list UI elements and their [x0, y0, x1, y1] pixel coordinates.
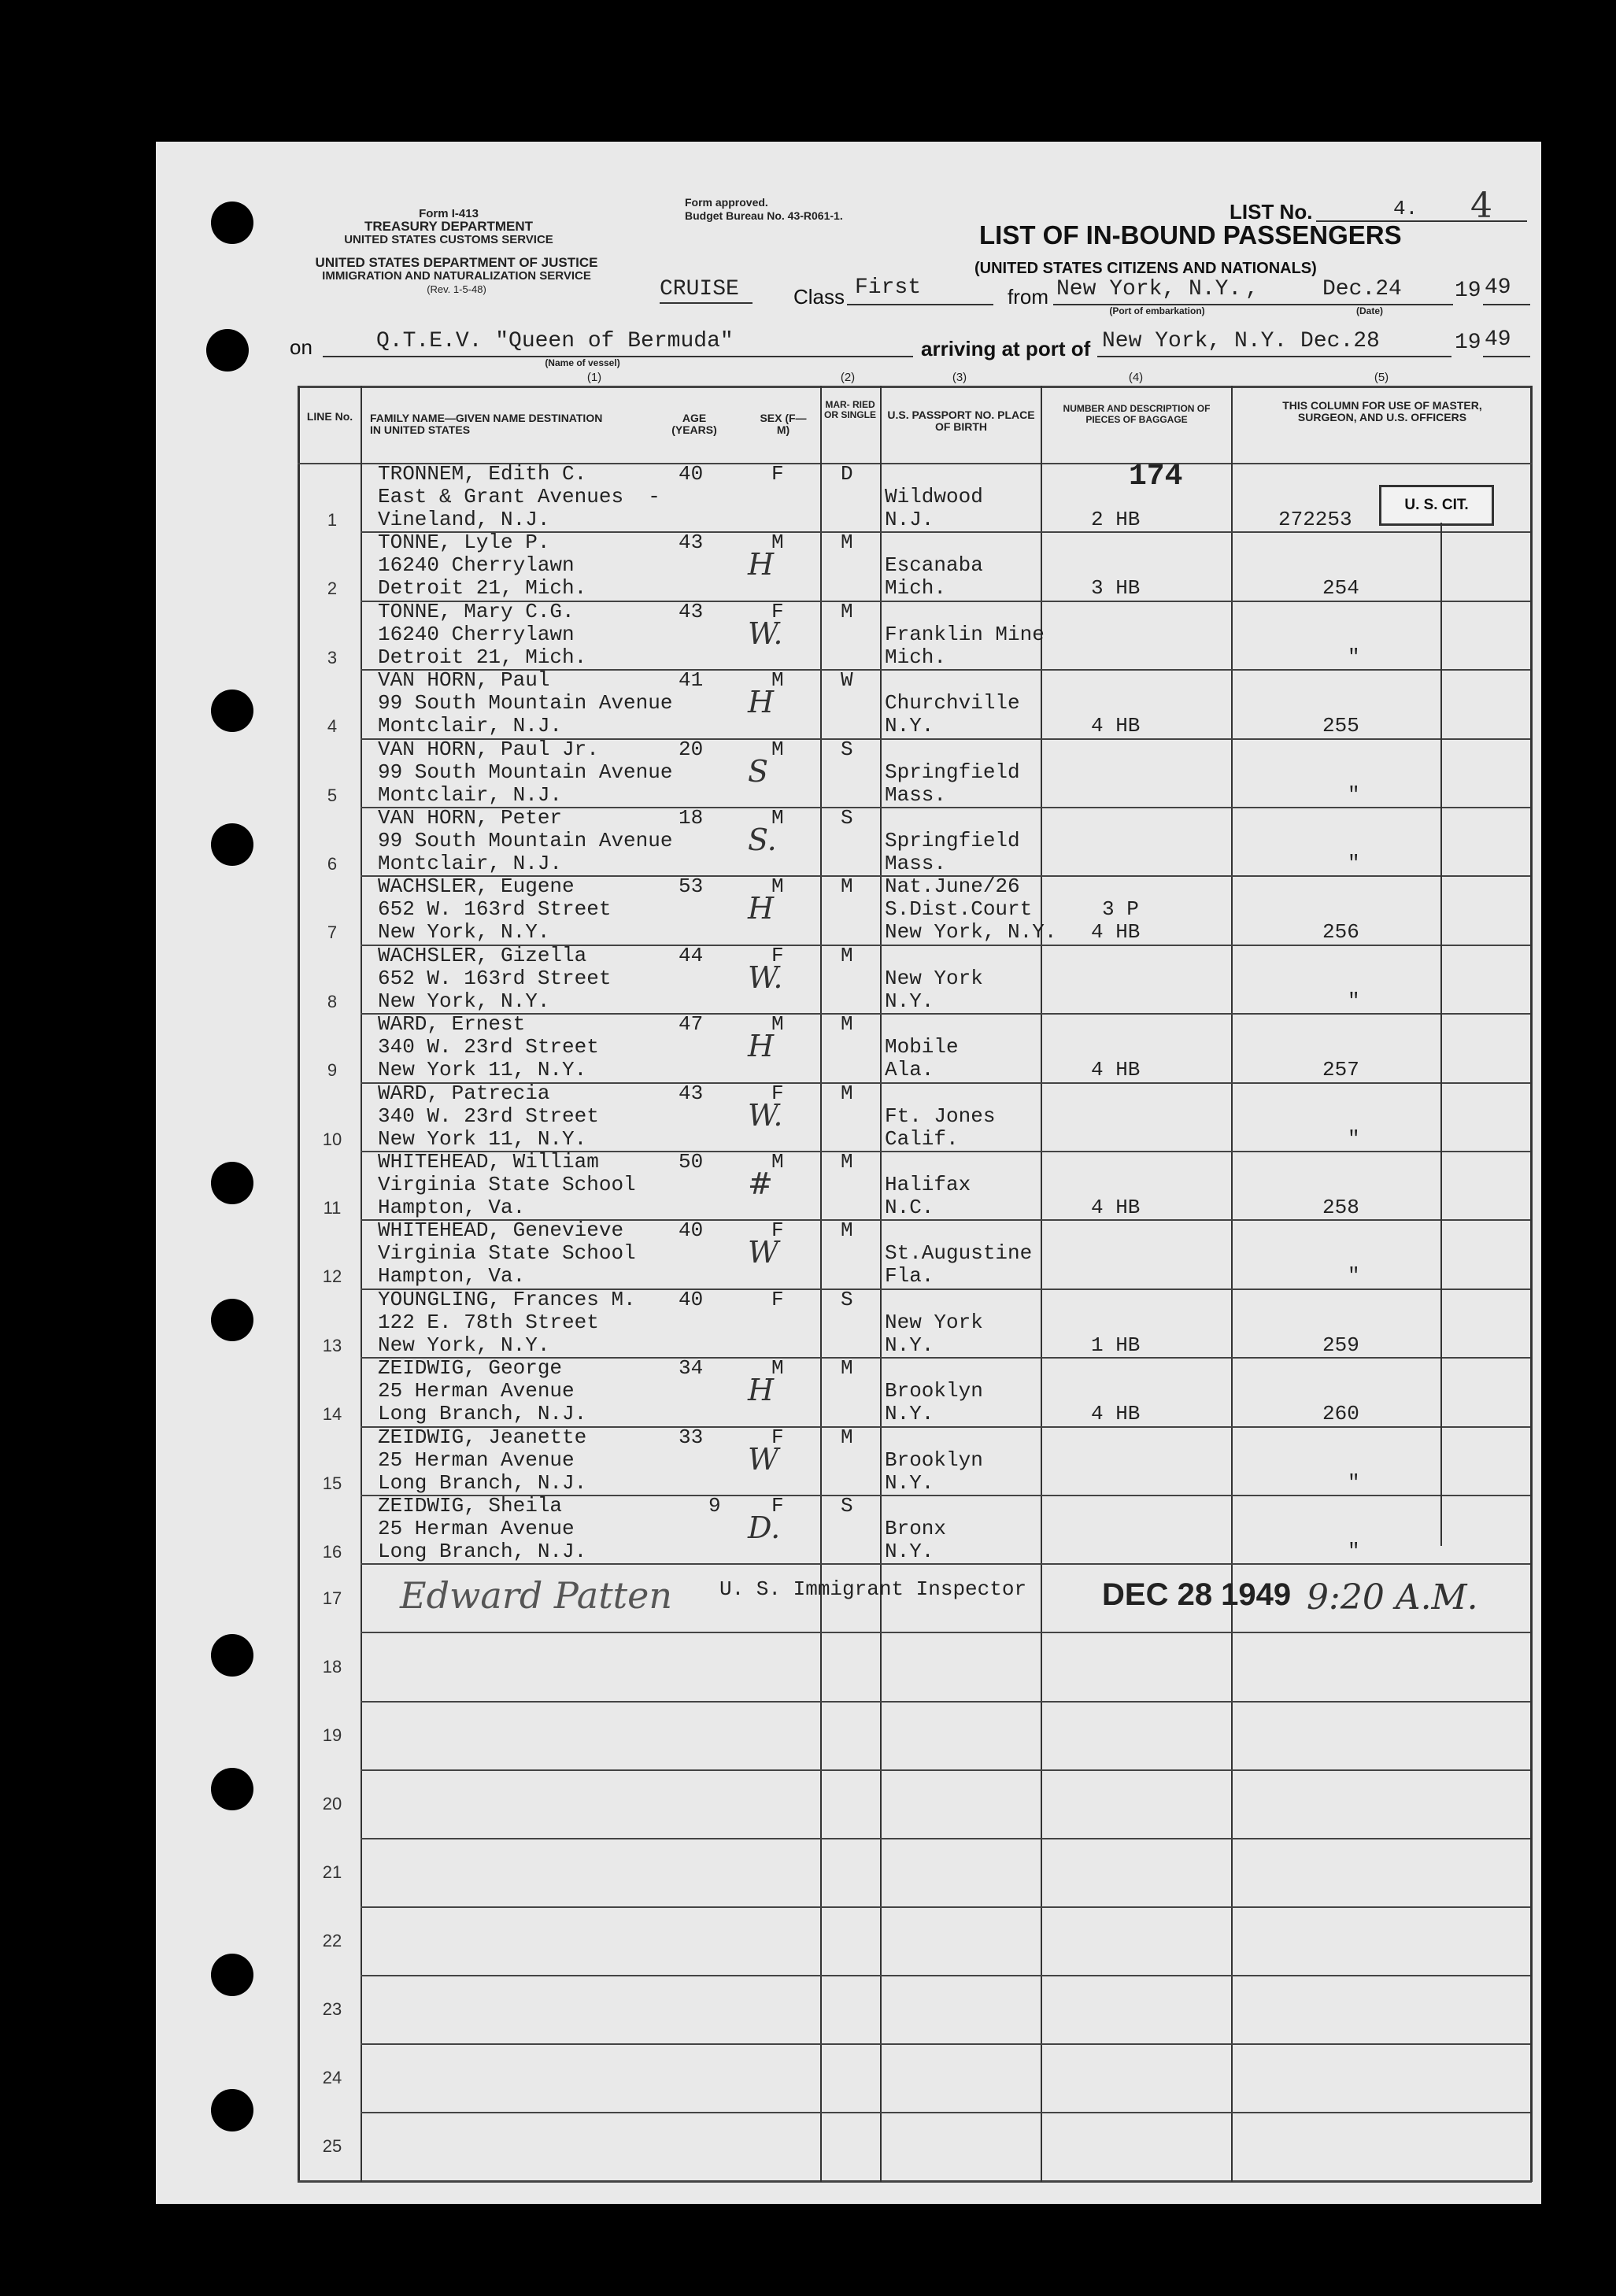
- dept-immigration: IMMIGRATION AND NATURALIZATION SERVICE: [322, 269, 591, 283]
- passenger-age: 50: [679, 1150, 704, 1174]
- passenger-address: 16240 Cherrylawn: [378, 622, 575, 646]
- passenger-marital: S: [841, 737, 853, 761]
- year-2: 49: [1485, 327, 1511, 352]
- passenger-city: New York, N.Y.: [378, 920, 550, 945]
- birth-place-line2: N.Y.: [885, 1470, 934, 1495]
- passenger-name: WHITEHEAD, Genevieve: [378, 1218, 624, 1243]
- punch-hole: [211, 2089, 253, 2131]
- birth-place-line1: Wildwood: [885, 485, 983, 508]
- line-number: 13: [322, 1335, 342, 1355]
- passenger-marital: M: [841, 1356, 853, 1381]
- officer-entry: ": [1348, 1470, 1360, 1495]
- officer-entry: 260: [1322, 1402, 1359, 1426]
- passenger-age: 9: [708, 1494, 721, 1518]
- passenger-city: Long Branch, N.J.: [378, 1402, 587, 1426]
- from-label: from: [1008, 285, 1048, 309]
- year-1: 49: [1485, 275, 1511, 300]
- birth-place-line1: Mobile: [885, 1035, 959, 1059]
- birth-place-line2: Fla.: [885, 1264, 934, 1288]
- passenger-sex: M: [771, 737, 784, 761]
- passenger-sex: F: [771, 1425, 784, 1449]
- header-baggage: NUMBER AND DESCRIPTION OF PIECES OF BAGGAGE: [1063, 403, 1211, 425]
- dept-customs: UNITED STATES CUSTOMS SERVICE: [344, 233, 553, 246]
- passenger-age: 43: [679, 599, 704, 623]
- line-number: 19: [322, 1725, 342, 1746]
- passenger-sex: F: [771, 1287, 784, 1311]
- passenger-marital: S: [841, 1494, 853, 1518]
- passenger-marital: M: [841, 1081, 853, 1105]
- line-number: 21: [322, 1862, 342, 1883]
- passenger-age: 43: [679, 1081, 704, 1105]
- handwritten-mark: W: [748, 1441, 779, 1477]
- passenger-address: 652 W. 163rd Street: [378, 897, 612, 922]
- handwritten-mark: S: [748, 753, 769, 789]
- list-no-handwritten: 4: [1470, 186, 1492, 226]
- class-line: [847, 304, 993, 305]
- birth-place-line2: N.Y.: [885, 1402, 934, 1426]
- year-prefix-2: 19: [1455, 331, 1481, 355]
- passenger-city: New York 11, N.Y.: [378, 1058, 587, 1082]
- passenger-sex: F: [771, 462, 784, 486]
- handwritten-mark: H: [748, 1029, 775, 1064]
- header-sex: SEX (F—M): [760, 412, 807, 436]
- passenger-city: Hampton, Va.: [378, 1264, 526, 1288]
- passenger-city: Hampton, Va.: [378, 1196, 526, 1219]
- line-number: 22: [322, 1931, 342, 1951]
- passenger-city: Long Branch, N.J.: [378, 1470, 587, 1495]
- line-number: 4: [327, 716, 338, 737]
- col-num-5: (5): [1374, 371, 1389, 384]
- budget-bureau: Budget Bureau No. 43-R061-1.: [685, 209, 843, 222]
- passenger-address: 25 Herman Avenue: [378, 1447, 575, 1472]
- passenger-age: 53: [679, 874, 704, 899]
- col-line: [1231, 386, 1233, 2182]
- punch-hole: [211, 823, 253, 866]
- from-comma: ,: [1245, 277, 1259, 301]
- passenger-address: 340 W. 23rd Street: [378, 1104, 599, 1128]
- passenger-address: 99 South Mountain Avenue: [378, 691, 673, 715]
- handwritten-mark: W.: [748, 1097, 783, 1133]
- port-embarkation-label: (Port of embarkation): [1109, 305, 1205, 316]
- header-married: MAR- RIED OR SINGLE: [823, 399, 876, 420]
- birth-place-line1: New York: [885, 966, 983, 990]
- passenger-sex: M: [771, 874, 784, 899]
- col-num-1: (1): [586, 371, 602, 384]
- line-number: 9: [327, 1060, 338, 1081]
- officer-entry: ": [1348, 645, 1360, 669]
- col-line: [361, 386, 362, 2182]
- line-number: 20: [322, 1794, 342, 1814]
- class-value: First: [855, 275, 922, 300]
- passenger-city: New York, N.Y.: [378, 989, 550, 1013]
- year-prefix-1: 19: [1455, 279, 1481, 303]
- line-number: 12: [322, 1266, 342, 1287]
- col-num-4: (4): [1128, 371, 1144, 384]
- passenger-name: ZEIDWIG, Jeanette: [378, 1425, 587, 1449]
- passenger-name: ZEIDWIG, Sheila: [378, 1494, 563, 1518]
- line-number: 2: [327, 579, 338, 599]
- passenger-city: New York 11, N.Y.: [378, 1126, 587, 1151]
- baggage: 4 HB: [1091, 1196, 1141, 1219]
- passenger-age: 41: [679, 668, 704, 693]
- passenger-address: 99 South Mountain Avenue: [378, 829, 673, 852]
- form-number: Form I-413: [419, 207, 479, 220]
- passenger-address: 25 Herman Avenue: [378, 1379, 575, 1403]
- passenger-sex: F: [771, 1494, 784, 1518]
- officer-entry: ": [1348, 989, 1360, 1013]
- date-label: (Date): [1355, 305, 1383, 316]
- header-officers: THIS COLUMN FOR USE OF MASTER, SURGEON, AND U.S. OFFICERS: [1282, 399, 1482, 423]
- passenger-name: WARD, Patrecia: [378, 1081, 550, 1105]
- vessel-name: Q.T.E.V. "Queen of Bermuda": [376, 329, 734, 353]
- passenger-age: 40: [679, 1218, 704, 1243]
- passenger-marital: M: [841, 1425, 853, 1449]
- passenger-name: WACHSLER, Eugene: [378, 874, 575, 899]
- dept-treasury: TREASURY DEPARTMENT: [364, 219, 534, 234]
- passenger-address: 340 W. 23rd Street: [378, 1035, 599, 1059]
- birth-place-line2: Ala.: [885, 1058, 934, 1082]
- officer-entry: ": [1348, 1540, 1360, 1563]
- passenger-marital: S: [841, 1287, 853, 1311]
- handwritten-mark: S.: [748, 823, 777, 857]
- handwritten-mark: H: [748, 1373, 775, 1408]
- officer-entry: 257: [1322, 1058, 1359, 1082]
- passenger-sex: M: [771, 668, 784, 693]
- birth-place-line2: N.Y.: [885, 714, 934, 738]
- line-number: 8: [327, 991, 338, 1011]
- birth-place-line1: Springfield: [885, 760, 1020, 784]
- col-line: [880, 386, 882, 2182]
- birth-place-line2: N.Y.: [885, 989, 934, 1013]
- row-separator: [361, 1563, 1530, 1565]
- cruise-label: CRUISE: [660, 277, 739, 301]
- passenger-city: Montclair, N.J.: [378, 782, 563, 807]
- inspector-title: U. S. Immigrant Inspector: [719, 1577, 1027, 1601]
- class-label: Class: [793, 285, 845, 309]
- table-top-border: [298, 386, 1532, 388]
- passenger-address: Virginia State School: [378, 1173, 636, 1196]
- passenger-age: 47: [679, 1012, 704, 1037]
- baggage: 4 HB: [1091, 714, 1141, 738]
- year-line-2: [1483, 356, 1530, 357]
- birth-place-line1: Brooklyn: [885, 1379, 983, 1403]
- officer-entry: ": [1348, 1126, 1360, 1151]
- row-separator: [361, 1769, 1530, 1771]
- row-separator: [361, 1701, 1530, 1703]
- row-separator: [361, 1013, 1530, 1015]
- col-num-3: (3): [952, 371, 967, 384]
- birth-place-line2: Mich.: [885, 576, 947, 601]
- year-line-1: [1483, 304, 1530, 305]
- table-left-border: [298, 386, 300, 2182]
- officer-entry: ": [1348, 782, 1360, 807]
- row-separator: [361, 2112, 1530, 2113]
- stamp-line: [1440, 523, 1442, 1546]
- passenger-name: ZEIDWIG, George: [378, 1356, 563, 1381]
- passenger-city: Vineland, N.J.: [378, 508, 550, 531]
- line-number: 14: [322, 1404, 342, 1425]
- row-separator: [361, 2043, 1530, 2045]
- passenger-sex: M: [771, 806, 784, 830]
- line-number: 10: [322, 1129, 342, 1149]
- line-number: 25: [322, 2136, 342, 2157]
- line-number: 11: [323, 1198, 342, 1218]
- stamp-number: 174: [1129, 460, 1183, 494]
- arriving-label: arriving at port of: [921, 337, 1091, 360]
- table-right-border: [1530, 386, 1533, 2182]
- line-number: 24: [322, 2068, 342, 2088]
- birth-place-line1: Halifax: [885, 1173, 971, 1196]
- passenger-address: 16240 Cherrylawn: [378, 553, 575, 578]
- from-port: New York, N.Y.: [1056, 277, 1242, 301]
- passenger-address: Virginia State School: [378, 1241, 636, 1266]
- arriving-value: New York, N.Y. Dec.28: [1102, 329, 1380, 353]
- passenger-sex: F: [771, 1218, 784, 1243]
- passenger-city: Montclair, N.J.: [378, 852, 563, 875]
- vessel-label: (Name of vessel): [545, 357, 620, 368]
- birth-place-line2: Mass.: [885, 782, 947, 807]
- us-citizen-stamp-text: U. S. CIT.: [1404, 497, 1469, 513]
- baggage-extra: 3 P: [1102, 897, 1139, 922]
- birth-place-line2: N.C.: [885, 1196, 934, 1219]
- form-title: LIST OF IN-BOUND PASSENGERS: [979, 220, 1402, 250]
- passenger-name: VAN HORN, Paul: [378, 668, 550, 693]
- passenger-age: 40: [679, 462, 704, 486]
- passenger-sex: M: [771, 1356, 784, 1381]
- line-number: 1: [327, 510, 338, 530]
- form-revision: (Rev. 1-5-48): [427, 283, 486, 295]
- punch-hole: [211, 1768, 253, 1810]
- passenger-address: 99 South Mountain Avenue: [378, 760, 673, 784]
- passenger-sex: F: [771, 599, 784, 623]
- birth-place-line2: Calif.: [885, 1126, 959, 1151]
- birth-place-line1: Springfield: [885, 829, 1020, 852]
- passenger-name: VAN HORN, Paul Jr.: [378, 737, 599, 761]
- arriving-line: [1097, 356, 1451, 357]
- passenger-sex: M: [771, 1012, 784, 1037]
- birth-place-line1: Ft. Jones: [885, 1104, 996, 1128]
- punch-hole: [211, 1299, 253, 1341]
- passenger-marital: M: [841, 1218, 853, 1243]
- header-name: FAMILY NAME—GIVEN NAME DESTINATION IN UNITED STATES: [370, 412, 603, 436]
- passenger-age: 18: [679, 806, 704, 830]
- birth-place-line1: Nat.June/26: [885, 874, 1020, 899]
- birth-place-line2: N.J.: [885, 508, 934, 531]
- cruise-underline: [660, 302, 753, 304]
- passenger-city: Detroit 21, Mich.: [378, 645, 587, 669]
- officer-entry: 256: [1322, 920, 1359, 945]
- header-age: AGE (YEARS): [671, 412, 717, 436]
- birth-place-line2: Mass.: [885, 852, 947, 875]
- on-label: on: [290, 335, 312, 359]
- officer-entry: ": [1348, 1264, 1360, 1288]
- birth-place-line1: Brooklyn: [885, 1447, 983, 1472]
- handwritten-mark: H: [748, 891, 775, 926]
- passenger-address: East & Grant Avenues -: [378, 485, 660, 508]
- passenger-sex: M: [771, 1150, 784, 1174]
- handwritten-mark: W.: [748, 959, 783, 995]
- form-subtitle: (UNITED STATES CITIZENS AND NATIONALS): [974, 260, 1317, 277]
- inspector-signature: Edward Patten: [400, 1574, 673, 1617]
- passenger-name: YOUNGLING, Frances M.: [378, 1287, 636, 1311]
- passenger-age: 43: [679, 531, 704, 555]
- baggage: 1 HB: [1091, 1333, 1141, 1357]
- passenger-marital: D: [841, 462, 853, 486]
- passenger-city: New York, N.Y.: [378, 1333, 550, 1357]
- line-number: 16: [322, 1542, 342, 1562]
- handwritten-mark: H: [748, 547, 775, 582]
- col-line: [820, 386, 822, 2182]
- baggage: 4 HB: [1091, 1058, 1141, 1082]
- baggage: 3 HB: [1091, 576, 1141, 601]
- passenger-name: VAN HORN, Peter: [378, 806, 563, 830]
- birth-place-line2: S.Dist.Court: [885, 897, 1033, 922]
- passenger-address: 25 Herman Avenue: [378, 1517, 575, 1540]
- passenger-marital: M: [841, 1012, 853, 1037]
- arrival-time: 9:20 A.M.: [1307, 1577, 1478, 1618]
- birth-place-line1: St.Augustine: [885, 1241, 1033, 1266]
- passenger-marital: M: [841, 1150, 853, 1174]
- punch-hole: [206, 329, 249, 372]
- header-line-no: LINE No.: [306, 410, 353, 423]
- form-approved: Form approved.: [685, 196, 768, 209]
- row-separator: [361, 1632, 1530, 1633]
- passenger-name: TONNE, Mary C.G.: [378, 599, 575, 623]
- birth-place-line3: New York, N.Y.: [885, 920, 1057, 945]
- passenger-marital: M: [841, 943, 853, 967]
- row-separator: [361, 1838, 1530, 1839]
- birth-place-line1: Escanaba: [885, 553, 983, 578]
- us-citizen-stamp: [1379, 485, 1494, 526]
- officer-entry: 272253: [1278, 508, 1352, 531]
- punch-hole: [211, 1954, 253, 1996]
- table-bottom-border: [298, 2180, 1532, 2183]
- birth-place-line1: Churchville: [885, 691, 1020, 715]
- passenger-marital: M: [841, 874, 853, 899]
- from-date: Dec.24: [1322, 277, 1402, 301]
- handwritten-mark: H: [748, 685, 775, 720]
- baggage: 2 HB: [1091, 508, 1141, 531]
- passenger-marital: M: [841, 599, 853, 623]
- baggage: 4 HB: [1091, 1402, 1141, 1426]
- birth-place-line1: New York: [885, 1310, 983, 1334]
- passenger-age: 33: [679, 1425, 704, 1449]
- col-line: [1041, 386, 1042, 2182]
- birth-place-line2: N.Y.: [885, 1540, 934, 1563]
- birth-place-line2: Mich.: [885, 645, 947, 669]
- passenger-name: TRONNEM, Edith C.: [378, 462, 587, 486]
- passenger-age: 34: [679, 1356, 704, 1381]
- officer-entry: 259: [1322, 1333, 1359, 1357]
- passenger-city: Long Branch, N.J.: [378, 1540, 587, 1563]
- passenger-sex: F: [771, 943, 784, 967]
- punch-hole: [211, 202, 253, 244]
- list-no-value: 4.: [1393, 197, 1418, 220]
- passenger-address: 652 W. 163rd Street: [378, 966, 612, 990]
- officer-entry: ": [1348, 852, 1360, 875]
- punch-hole: [211, 690, 253, 732]
- baggage: 4 HB: [1091, 920, 1141, 945]
- line-number: 6: [327, 854, 338, 874]
- line-number: 23: [322, 1999, 342, 2020]
- list-no-label: LIST No.: [1230, 200, 1313, 224]
- passenger-sex: F: [771, 1081, 784, 1105]
- handwritten-mark: W.: [748, 616, 783, 651]
- col-num-2: (2): [840, 371, 856, 384]
- handwritten-mark: W: [748, 1235, 779, 1270]
- arrival-date-stamp: DEC 28 1949: [1102, 1577, 1292, 1612]
- passenger-name: WACHSLER, Gizella: [378, 943, 587, 967]
- passenger-marital: W: [841, 668, 853, 693]
- birth-place-line1: Bronx: [885, 1517, 947, 1540]
- passenger-age: 20: [679, 737, 704, 761]
- line-number: 7: [327, 922, 338, 943]
- handwritten-mark: #: [748, 1166, 773, 1201]
- birth-place-line2: N.Y.: [885, 1333, 934, 1357]
- line-number: 18: [322, 1657, 342, 1677]
- passenger-city: Montclair, N.J.: [378, 714, 563, 738]
- passenger-marital: M: [841, 531, 853, 555]
- passenger-age: 44: [679, 943, 704, 967]
- officer-entry: 255: [1322, 714, 1359, 738]
- passenger-address: 122 E. 78th Street: [378, 1310, 599, 1334]
- officer-entry: 254: [1322, 576, 1359, 601]
- birth-place-line1: Franklin Mine: [885, 622, 1045, 646]
- passenger-name: WARD, Ernest: [378, 1012, 526, 1037]
- line-number: 17: [322, 1588, 342, 1608]
- punch-hole: [211, 1162, 253, 1204]
- passenger-sex: M: [771, 531, 784, 555]
- passenger-city: Detroit 21, Mich.: [378, 576, 587, 601]
- dept-justice: UNITED STATES DEPARTMENT OF JUSTICE: [315, 255, 598, 270]
- row-separator: [361, 1975, 1530, 1976]
- punch-hole: [211, 1634, 253, 1677]
- handwritten-mark: D.: [748, 1510, 781, 1545]
- header-passport: U.S. PASSPORT NO. PLACE OF BIRTH: [887, 409, 1035, 433]
- row-separator: [361, 1906, 1530, 1908]
- line-number: 15: [322, 1473, 342, 1493]
- passenger-marital: S: [841, 806, 853, 830]
- officer-entry: 258: [1322, 1196, 1359, 1219]
- line-number: 5: [327, 785, 338, 805]
- passenger-name: TONNE, Lyle P.: [378, 531, 550, 555]
- passenger-age: 40: [679, 1287, 704, 1311]
- line-number: 3: [327, 647, 338, 667]
- passenger-name: WHITEHEAD, William: [378, 1150, 599, 1174]
